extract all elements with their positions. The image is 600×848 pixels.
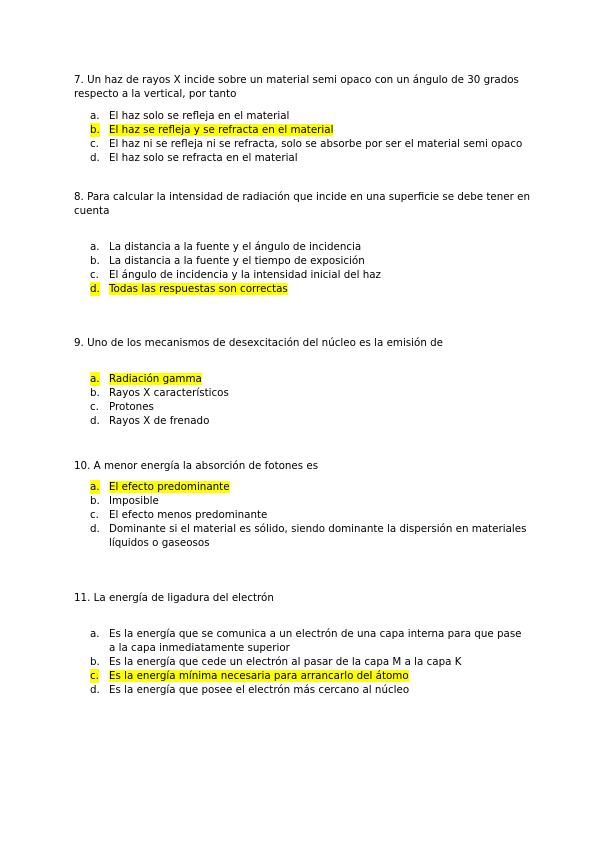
question-11	[74, 591, 534, 696]
question-text	[74, 73, 534, 101]
option-b	[90, 655, 530, 669]
option-d	[90, 683, 530, 697]
option-a	[90, 240, 530, 254]
option-d	[90, 414, 530, 428]
option-b	[90, 494, 530, 508]
option-b	[90, 386, 530, 400]
option-text: Imposible	[109, 495, 159, 507]
option-letter: a.	[90, 481, 100, 493]
option-c	[90, 137, 530, 151]
option-text: Rayos X de frenado	[109, 415, 210, 427]
option-a	[90, 627, 530, 655]
option-d	[90, 151, 530, 165]
option-list	[90, 109, 530, 165]
option-text: Es la energía que se comunica a un electrón de una capa interna para que pase a la capa inmediatamente superior	[109, 628, 522, 654]
question-number: 10.	[74, 460, 91, 472]
option-text-highlighted: Radiación gamma	[109, 373, 202, 385]
option-b	[90, 123, 530, 137]
option-text: Dominante si el material es sólido, siendo dominante la dispersión en materiales líquidos o gaseosos	[109, 523, 527, 549]
option-text: La distancia a la fuente y el tiempo de exposición	[109, 255, 365, 267]
question-7	[74, 73, 534, 164]
option-a	[90, 480, 530, 494]
option-letter: d.	[90, 152, 100, 164]
option-text-highlighted: Todas las respuestas son correctas	[109, 283, 288, 295]
option-text: Es la energía que posee el electrón más cercano al núcleo	[109, 684, 410, 696]
option-text-highlighted: El efecto predominante	[109, 481, 230, 493]
option-text: Protones	[109, 401, 154, 413]
option-list	[90, 240, 530, 296]
option-a	[90, 109, 530, 123]
option-letter: b.	[90, 495, 100, 507]
option-letter: a.	[90, 628, 100, 640]
question-text	[74, 591, 534, 605]
question-prompt: La energía de ligadura del electrón	[93, 592, 274, 604]
option-text: Es la energía que cede un electrón al pasar de la capa M a la capa K	[109, 656, 462, 668]
question-prompt: Para calcular la intensidad de radiación que incide en una superficie se debe tener en cuenta	[74, 191, 530, 217]
option-text: El haz solo se refracta en el material	[109, 152, 298, 164]
option-d	[90, 282, 530, 296]
question-prompt: Uno de los mecanismos de desexcitación del núcleo es la emisión de	[87, 337, 444, 349]
question-prompt: A menor energía la absorción de fotones es	[93, 460, 319, 472]
option-letter: d.	[90, 415, 100, 427]
option-letter: b.	[90, 124, 100, 136]
question-prompt: Un haz de rayos X incide sobre un material semi opaco con un ángulo de 30 grados respecto a la vertical, por tanto	[74, 74, 519, 100]
question-text	[74, 459, 534, 473]
option-list	[90, 627, 530, 697]
option-letter: c.	[90, 509, 99, 521]
option-letter: c.	[90, 401, 99, 413]
question-9	[74, 336, 534, 427]
question-10	[74, 459, 534, 549]
option-text-highlighted: El haz se refleja y se refracta en el material	[109, 124, 334, 136]
option-c	[90, 508, 530, 522]
option-letter: a.	[90, 373, 100, 385]
option-c	[90, 669, 530, 683]
question-8	[74, 190, 534, 295]
option-c	[90, 400, 530, 414]
option-letter: b.	[90, 656, 100, 668]
option-text: El haz solo se refleja en el material	[109, 110, 290, 122]
option-letter: c.	[90, 269, 99, 281]
option-letter: b.	[90, 255, 100, 267]
option-letter: c.	[90, 670, 99, 682]
option-text: Rayos X característicos	[109, 387, 229, 399]
option-text: El efecto menos predominante	[109, 509, 268, 521]
option-text: La distancia a la fuente y el ángulo de incidencia	[109, 241, 362, 253]
option-letter: d.	[90, 523, 100, 535]
option-a	[90, 372, 530, 386]
option-letter: a.	[90, 110, 100, 122]
question-text	[74, 336, 534, 350]
option-c	[90, 268, 530, 282]
option-text: El ángulo de incidencia y la intensidad inicial del haz	[109, 269, 381, 281]
option-b	[90, 254, 530, 268]
question-number: 11.	[74, 592, 91, 604]
question-text	[74, 190, 534, 218]
question-number: 8.	[74, 191, 84, 203]
question-number: 7.	[74, 74, 84, 86]
option-text: El haz ni se refleja ni se refracta, solo se absorbe por ser el material semi opaco	[109, 138, 523, 150]
option-text-highlighted: Es la energía mínima necesaria para arrancarlo del átomo	[109, 670, 409, 682]
option-letter: d.	[90, 684, 100, 696]
option-list	[90, 372, 530, 428]
option-letter: c.	[90, 138, 99, 150]
question-number: 9.	[74, 337, 84, 349]
option-letter: a.	[90, 241, 100, 253]
option-letter: b.	[90, 387, 100, 399]
option-d	[90, 522, 530, 550]
option-list	[90, 480, 530, 550]
option-letter: d.	[90, 283, 100, 295]
